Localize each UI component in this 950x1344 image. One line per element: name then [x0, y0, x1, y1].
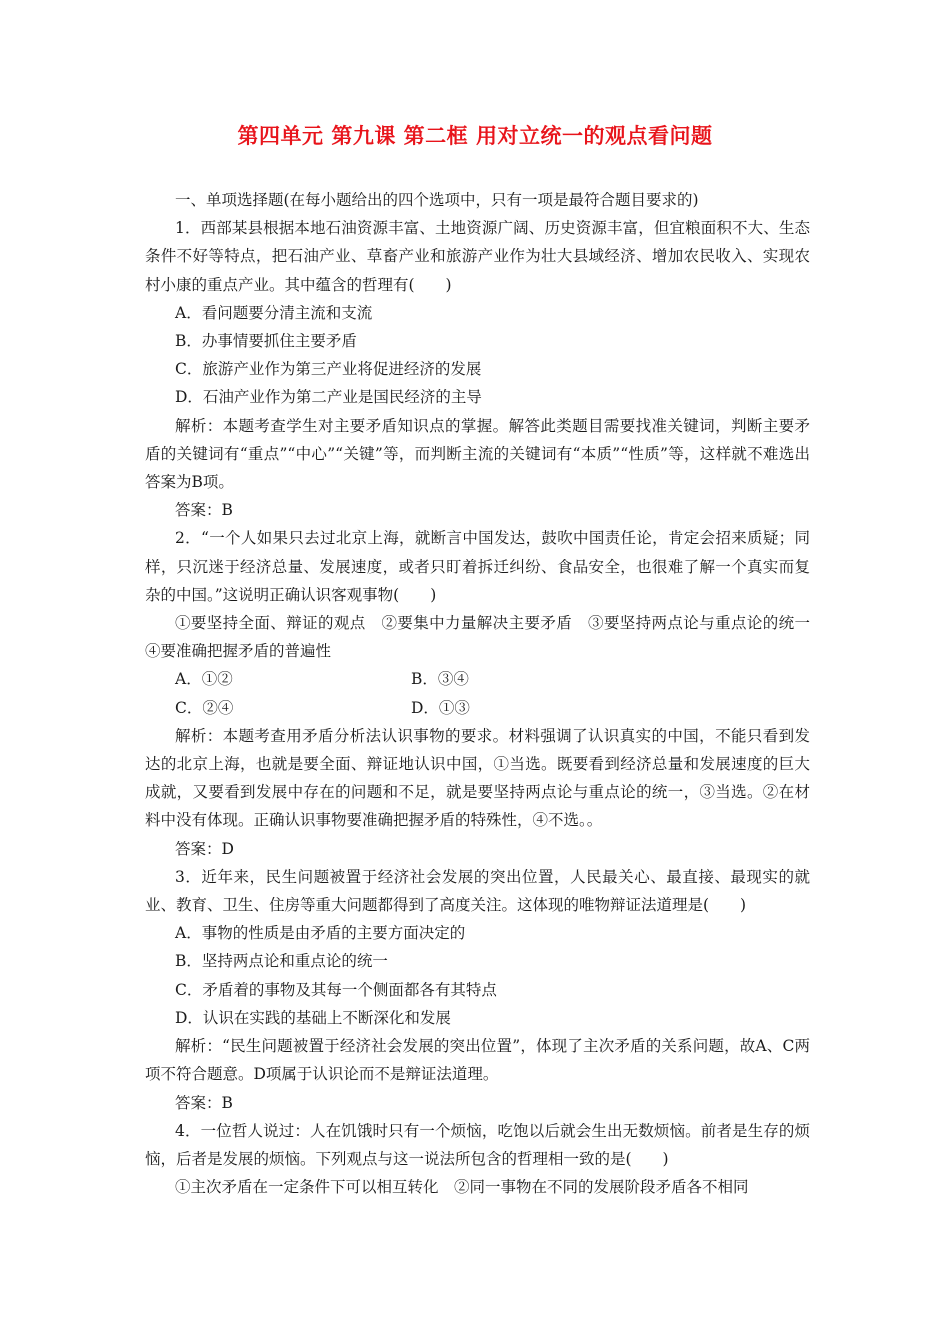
question-2-stem: 2．“一个人如果只去过北京上海，就断言中国发达，鼓吹中国责任论，肯定会招来质疑；同样，只沉迷于经济总量、发展速度，或者只盯着拆迁纠纷、食品安全，也很难了解一个真实而复杂的中国。”这说明正确认识客观事物( ) [145, 529, 810, 604]
question-2-analysis: 解析：本题考查用矛盾分析法认识事物的要求。材料强调了认识真实的中国，不能只看到发达的北京上海，也就是要全面、辩证地认识中国，①当选。既要看到经济总量和发展速度的巨大成就，又要看到发展中存在的问题和不足，就是要坚持两点论与重点论的统一，③当选。②在材料中没有体现。正确认识事物要准确把握矛盾的特殊性，④不选。。 [145, 726, 810, 830]
question-2-options-row-1 [145, 665, 810, 693]
question-3-option-d: D．认识在实践的基础上不断深化和发展 [175, 1008, 451, 1027]
question-2-answer: 答案：D [175, 839, 234, 858]
question-1-option-b: B．办事情要抓住主要矛盾 [175, 332, 357, 351]
question-3-stem: 3．近年来，民生问题被置于经济社会发展的突出位置，人民最关心、最直接、最现实的就业、教育、卫生、住房等重大问题都得到了高度关注。这体现的唯物辩证法道理是( ) [145, 867, 810, 915]
question-3-option-c: C．矛盾着的事物及其每一个侧面都各有其特点 [175, 980, 497, 999]
question-1-stem: 1．西部某县根据本地石油资源丰富、土地资源广阔、历史资源丰富，但宜粮面积不大、生态条件不好等特点，把石油产业、草畜产业和旅游产业作为壮大县域经济、增加农民收入、实现农村小康的重点产业。其中蕴含的哲理有( ) [145, 219, 810, 294]
question-3-analysis: 解析：“民生问题被置于经济社会发展的突出位置”，体现了主次矛盾的关系问题，故A、C两项不符合题意。D项属于认识论而不是辩证法道理。 [145, 1037, 810, 1084]
document-body [145, 186, 826, 1201]
question-1-answer: 答案：B [175, 501, 233, 520]
question-1-option-d: D．石油产业作为第二产业是国民经济的主导 [175, 388, 482, 407]
question-3-option-b: B．坚持两点论和重点论的统一 [175, 952, 388, 971]
question-1-option-a: A．看问题要分清主流和支流 [175, 303, 373, 322]
question-2-items: ①要坚持全面、辩证的观点 ②要集中力量解决主要矛盾 ③要坚持两点论与重点论的统一 ④要准确把握矛盾的普遍性 [145, 614, 826, 661]
question-1-option-c: C．旅游产业作为第三产业将促进经济的发展 [175, 360, 482, 379]
question-2-options-row-2 [145, 694, 810, 722]
page-title: 第四单元 第九课 第二框 用对立统一的观点看问题 [237, 124, 713, 148]
question-3-answer: 答案：B [175, 1093, 233, 1112]
question-3-option-a: A．事物的性质是由矛盾的主要方面决定的 [175, 924, 466, 943]
question-2-option-c: C．②④ [175, 698, 234, 717]
question-4-stem: 4．一位哲人说过：人在饥饿时只有一个烦恼，吃饱以后就会生出无数烦恼。前者是生存的烦恼，后者是发展的烦恼。下列观点与这一说法所包含的哲理相一致的是( ) [145, 1121, 810, 1168]
section-heading: 一、单项选择题(在每小题给出的四个选项中，只有一项是最符合题目要求的) [175, 191, 699, 209]
question-2-option-d: D．①③ [411, 698, 470, 717]
question-1-analysis: 解析：本题考查学生对主要矛盾知识点的掌握。解答此类题目需要找准关键词，判断主要矛盾的关键词有“重点”“中心”“关键”等，而判断主流的关键词有“本质”“性质”等，这样就不难选出答案为B项。 [145, 416, 810, 492]
question-4-items: ①主次矛盾在一定条件下可以相互转化 ②同一事物在不同的发展阶段矛盾各不相同 [175, 1178, 749, 1197]
question-2-option-a: A．①② [175, 670, 233, 689]
question-2-option-b: B．③④ [411, 670, 469, 689]
